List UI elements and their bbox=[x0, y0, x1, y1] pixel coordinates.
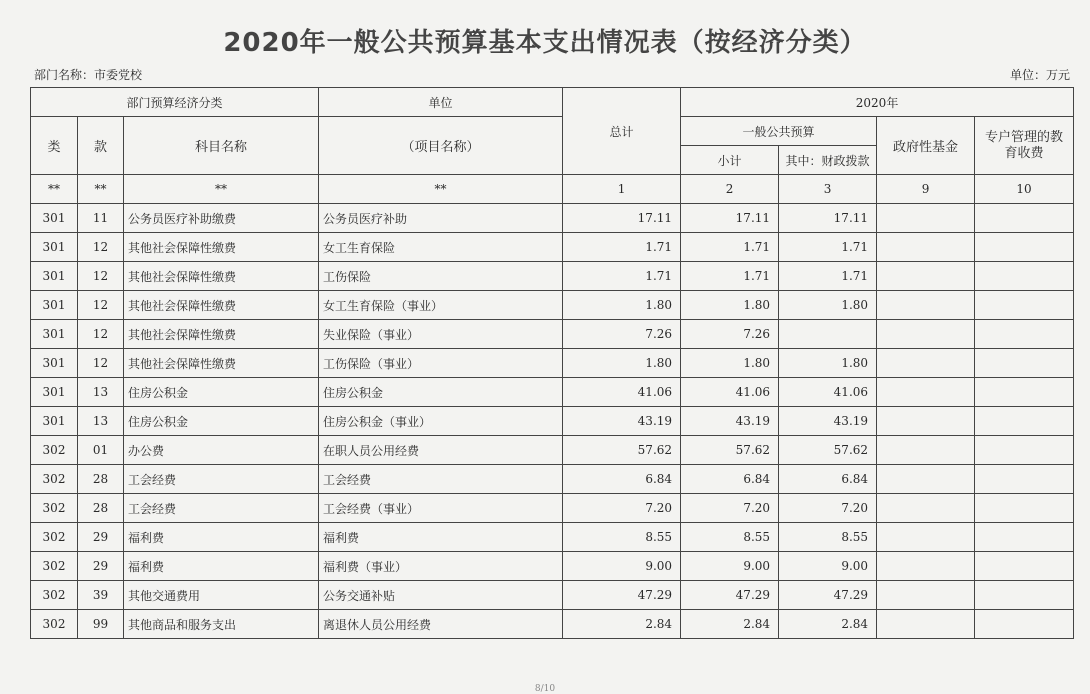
subcategory-code-cell: 12 bbox=[78, 233, 124, 262]
gov-fund-cell bbox=[877, 291, 975, 320]
special-edu-header: 专户管理的教育收费 bbox=[975, 117, 1074, 175]
subject-name-cell: 其他社会保障性缴费 bbox=[124, 291, 319, 320]
gov-fund-cell bbox=[877, 378, 975, 407]
special-edu-cell bbox=[975, 349, 1074, 378]
category-code-cell: 301 bbox=[31, 407, 78, 436]
subtotal-cell: 1.80 bbox=[681, 349, 779, 378]
subject-name-cell: 其他社会保障性缴费 bbox=[124, 262, 319, 291]
index-cell: ** bbox=[31, 175, 78, 204]
special-edu-cell bbox=[975, 581, 1074, 610]
project-name-cell: 住房公积金（事业） bbox=[319, 407, 563, 436]
index-cell: ** bbox=[124, 175, 319, 204]
header-row-1 bbox=[31, 88, 1074, 117]
total-header: 总计 bbox=[563, 88, 681, 175]
index-cell: ** bbox=[319, 175, 563, 204]
total-cell: 57.62 bbox=[563, 436, 681, 465]
subcategory-code-cell: 39 bbox=[78, 581, 124, 610]
gov-fund-cell bbox=[877, 262, 975, 291]
kuan-header: 款 bbox=[78, 117, 124, 175]
fiscal-cell: 2.84 bbox=[779, 610, 877, 639]
project-name-cell: 公务交通补贴 bbox=[319, 581, 563, 610]
gov-fund-cell bbox=[877, 465, 975, 494]
total-cell: 1.80 bbox=[563, 291, 681, 320]
subtotal-cell: 43.19 bbox=[681, 407, 779, 436]
subject-name-cell: 其他社会保障性缴费 bbox=[124, 233, 319, 262]
subject-name-cell: 其他商品和服务支出 bbox=[124, 610, 319, 639]
category-code-cell: 302 bbox=[31, 610, 78, 639]
fiscal-cell: 57.62 bbox=[779, 436, 877, 465]
special-edu-cell bbox=[975, 204, 1074, 233]
subtotal-cell: 9.00 bbox=[681, 552, 779, 581]
special-edu-cell bbox=[975, 610, 1074, 639]
special-edu-cell bbox=[975, 378, 1074, 407]
project-name-cell: 在职人员公用经费 bbox=[319, 436, 563, 465]
table-row bbox=[31, 523, 1074, 552]
total-cell: 8.55 bbox=[563, 523, 681, 552]
total-cell: 1.71 bbox=[563, 262, 681, 291]
table-row bbox=[31, 262, 1074, 291]
project-name-cell: 工会经费 bbox=[319, 465, 563, 494]
total-cell: 7.26 bbox=[563, 320, 681, 349]
total-cell: 41.06 bbox=[563, 378, 681, 407]
subject-name-cell: 住房公积金 bbox=[124, 407, 319, 436]
subject-name-cell: 工会经费 bbox=[124, 465, 319, 494]
table-row bbox=[31, 494, 1074, 523]
subject-name-cell: 福利费 bbox=[124, 552, 319, 581]
subtotal-cell: 47.29 bbox=[681, 581, 779, 610]
category-code-cell: 301 bbox=[31, 204, 78, 233]
fiscal-cell: 1.80 bbox=[779, 291, 877, 320]
category-code-cell: 301 bbox=[31, 291, 78, 320]
gov-fund-cell bbox=[877, 523, 975, 552]
fiscal-cell: 43.19 bbox=[779, 407, 877, 436]
table-row bbox=[31, 610, 1074, 639]
project-name-cell: 工伤保险 bbox=[319, 262, 563, 291]
subtotal-header: 小计 bbox=[681, 146, 779, 175]
category-code-cell: 302 bbox=[31, 436, 78, 465]
subject-name-cell: 福利费 bbox=[124, 523, 319, 552]
subject-name-cell: 工会经费 bbox=[124, 494, 319, 523]
category-code-cell: 301 bbox=[31, 378, 78, 407]
project-name-cell: 住房公积金 bbox=[319, 378, 563, 407]
total-cell: 1.80 bbox=[563, 349, 681, 378]
subtotal-cell: 7.20 bbox=[681, 494, 779, 523]
project-name-cell: 工会经费（事业） bbox=[319, 494, 563, 523]
special-edu-cell bbox=[975, 407, 1074, 436]
project-name-header: （项目名称） bbox=[319, 117, 563, 175]
fiscal-cell: 47.29 bbox=[779, 581, 877, 610]
fiscal-cell: 8.55 bbox=[779, 523, 877, 552]
gov-fund-cell bbox=[877, 581, 975, 610]
index-row bbox=[31, 175, 1074, 204]
table-row bbox=[31, 204, 1074, 233]
project-name-cell: 女工生育保险 bbox=[319, 233, 563, 262]
total-cell: 17.11 bbox=[563, 204, 681, 233]
index-cell: 3 bbox=[779, 175, 877, 204]
general-budget-header: 一般公共预算 bbox=[681, 117, 877, 146]
subcategory-code-cell: 29 bbox=[78, 523, 124, 552]
category-code-cell: 302 bbox=[31, 523, 78, 552]
subtotal-cell: 41.06 bbox=[681, 378, 779, 407]
fiscal-cell: 41.06 bbox=[779, 378, 877, 407]
subtotal-cell: 1.80 bbox=[681, 291, 779, 320]
project-name-cell: 工伤保险（事业） bbox=[319, 349, 563, 378]
table-row bbox=[31, 233, 1074, 262]
fiscal-header: 其中：财政拨款 bbox=[779, 146, 877, 175]
special-edu-cell bbox=[975, 291, 1074, 320]
total-cell: 2.84 bbox=[563, 610, 681, 639]
subcategory-code-cell: 13 bbox=[78, 378, 124, 407]
subtotal-cell: 2.84 bbox=[681, 610, 779, 639]
category-code-cell: 301 bbox=[31, 349, 78, 378]
subtotal-cell: 17.11 bbox=[681, 204, 779, 233]
special-edu-cell bbox=[975, 233, 1074, 262]
gov-fund-cell bbox=[877, 552, 975, 581]
subject-name-cell: 住房公积金 bbox=[124, 378, 319, 407]
subcategory-code-cell: 29 bbox=[78, 552, 124, 581]
special-edu-cell bbox=[975, 320, 1074, 349]
category-code-cell: 301 bbox=[31, 262, 78, 291]
category-code-cell: 302 bbox=[31, 552, 78, 581]
budget-table bbox=[30, 87, 1074, 639]
subject-header: 科目名称 bbox=[124, 117, 319, 175]
special-edu-cell bbox=[975, 523, 1074, 552]
subtotal-cell: 8.55 bbox=[681, 523, 779, 552]
econ-class-header: 部门预算经济分类 bbox=[31, 88, 319, 117]
subcategory-code-cell: 28 bbox=[78, 465, 124, 494]
gov-fund-cell bbox=[877, 233, 975, 262]
index-cell: 2 bbox=[681, 175, 779, 204]
subcategory-code-cell: 12 bbox=[78, 349, 124, 378]
category-code-cell: 301 bbox=[31, 233, 78, 262]
total-cell: 43.19 bbox=[563, 407, 681, 436]
index-cell: 10 bbox=[975, 175, 1074, 204]
subject-name-cell: 办公费 bbox=[124, 436, 319, 465]
fiscal-cell: 17.11 bbox=[779, 204, 877, 233]
project-name-cell: 公务员医疗补助 bbox=[319, 204, 563, 233]
subtotal-cell: 1.71 bbox=[681, 233, 779, 262]
table-row bbox=[31, 436, 1074, 465]
subcategory-code-cell: 12 bbox=[78, 262, 124, 291]
index-cell: 9 bbox=[877, 175, 975, 204]
gov-fund-cell bbox=[877, 494, 975, 523]
project-name-cell: 福利费（事业） bbox=[319, 552, 563, 581]
table-row bbox=[31, 552, 1074, 581]
year-header: 2020年 bbox=[681, 88, 1074, 117]
page-number: 8/10 bbox=[534, 684, 556, 694]
category-code-cell: 302 bbox=[31, 581, 78, 610]
fiscal-cell: 6.84 bbox=[779, 465, 877, 494]
gov-fund-cell bbox=[877, 320, 975, 349]
total-cell: 1.71 bbox=[563, 233, 681, 262]
special-edu-cell bbox=[975, 262, 1074, 291]
subtotal-cell: 6.84 bbox=[681, 465, 779, 494]
subcategory-code-cell: 01 bbox=[78, 436, 124, 465]
table-row bbox=[31, 320, 1074, 349]
fiscal-cell: 7.20 bbox=[779, 494, 877, 523]
page-title: 2020年一般公共预算基本支出情况表（按经济分类） bbox=[223, 28, 867, 58]
project-name-cell: 离退休人员公用经费 bbox=[319, 610, 563, 639]
table-row bbox=[31, 378, 1074, 407]
table-body bbox=[31, 204, 1074, 639]
fiscal-cell: 1.71 bbox=[779, 262, 877, 291]
table-row bbox=[31, 349, 1074, 378]
special-edu-cell bbox=[975, 494, 1074, 523]
subcategory-code-cell: 12 bbox=[78, 291, 124, 320]
table-row bbox=[31, 291, 1074, 320]
fiscal-cell: 1.80 bbox=[779, 349, 877, 378]
gov-fund-cell bbox=[877, 610, 975, 639]
subcategory-code-cell: 99 bbox=[78, 610, 124, 639]
gov-fund-header: 政府性基金 bbox=[877, 117, 975, 175]
subject-name-cell: 公务员医疗补助缴费 bbox=[124, 204, 319, 233]
fiscal-cell: 1.71 bbox=[779, 233, 877, 262]
unit-label: 单位：万元 bbox=[1009, 68, 1070, 82]
subject-name-cell: 其他社会保障性缴费 bbox=[124, 349, 319, 378]
unit-header: 单位 bbox=[319, 88, 563, 117]
header-row-2 bbox=[31, 117, 1074, 146]
table-row bbox=[31, 581, 1074, 610]
project-name-cell: 福利费 bbox=[319, 523, 563, 552]
total-cell: 7.20 bbox=[563, 494, 681, 523]
subtotal-cell: 7.26 bbox=[681, 320, 779, 349]
subtotal-cell: 57.62 bbox=[681, 436, 779, 465]
department-label: 部门名称：市委党校 bbox=[34, 68, 143, 82]
subtotal-cell: 1.71 bbox=[681, 262, 779, 291]
subject-name-cell: 其他交通费用 bbox=[124, 581, 319, 610]
gov-fund-cell bbox=[877, 204, 975, 233]
index-cell: ** bbox=[78, 175, 124, 204]
gov-fund-cell bbox=[877, 407, 975, 436]
gov-fund-cell bbox=[877, 436, 975, 465]
lei-header: 类 bbox=[31, 117, 78, 175]
fiscal-cell bbox=[779, 320, 877, 349]
category-code-cell: 302 bbox=[31, 494, 78, 523]
project-name-cell: 失业保险（事业） bbox=[319, 320, 563, 349]
category-code-cell: 302 bbox=[31, 465, 78, 494]
subcategory-code-cell: 13 bbox=[78, 407, 124, 436]
fiscal-cell: 9.00 bbox=[779, 552, 877, 581]
subject-name-cell: 其他社会保障性缴费 bbox=[124, 320, 319, 349]
category-code-cell: 301 bbox=[31, 320, 78, 349]
project-name-cell: 女工生育保险（事业） bbox=[319, 291, 563, 320]
total-cell: 9.00 bbox=[563, 552, 681, 581]
table-row bbox=[31, 407, 1074, 436]
special-edu-cell bbox=[975, 465, 1074, 494]
subcategory-code-cell: 12 bbox=[78, 320, 124, 349]
total-cell: 6.84 bbox=[563, 465, 681, 494]
special-edu-cell bbox=[975, 436, 1074, 465]
special-edu-cell bbox=[975, 552, 1074, 581]
index-cell: 1 bbox=[563, 175, 681, 204]
subcategory-code-cell: 11 bbox=[78, 204, 124, 233]
gov-fund-cell bbox=[877, 349, 975, 378]
subcategory-code-cell: 28 bbox=[78, 494, 124, 523]
total-cell: 47.29 bbox=[563, 581, 681, 610]
table-row bbox=[31, 465, 1074, 494]
